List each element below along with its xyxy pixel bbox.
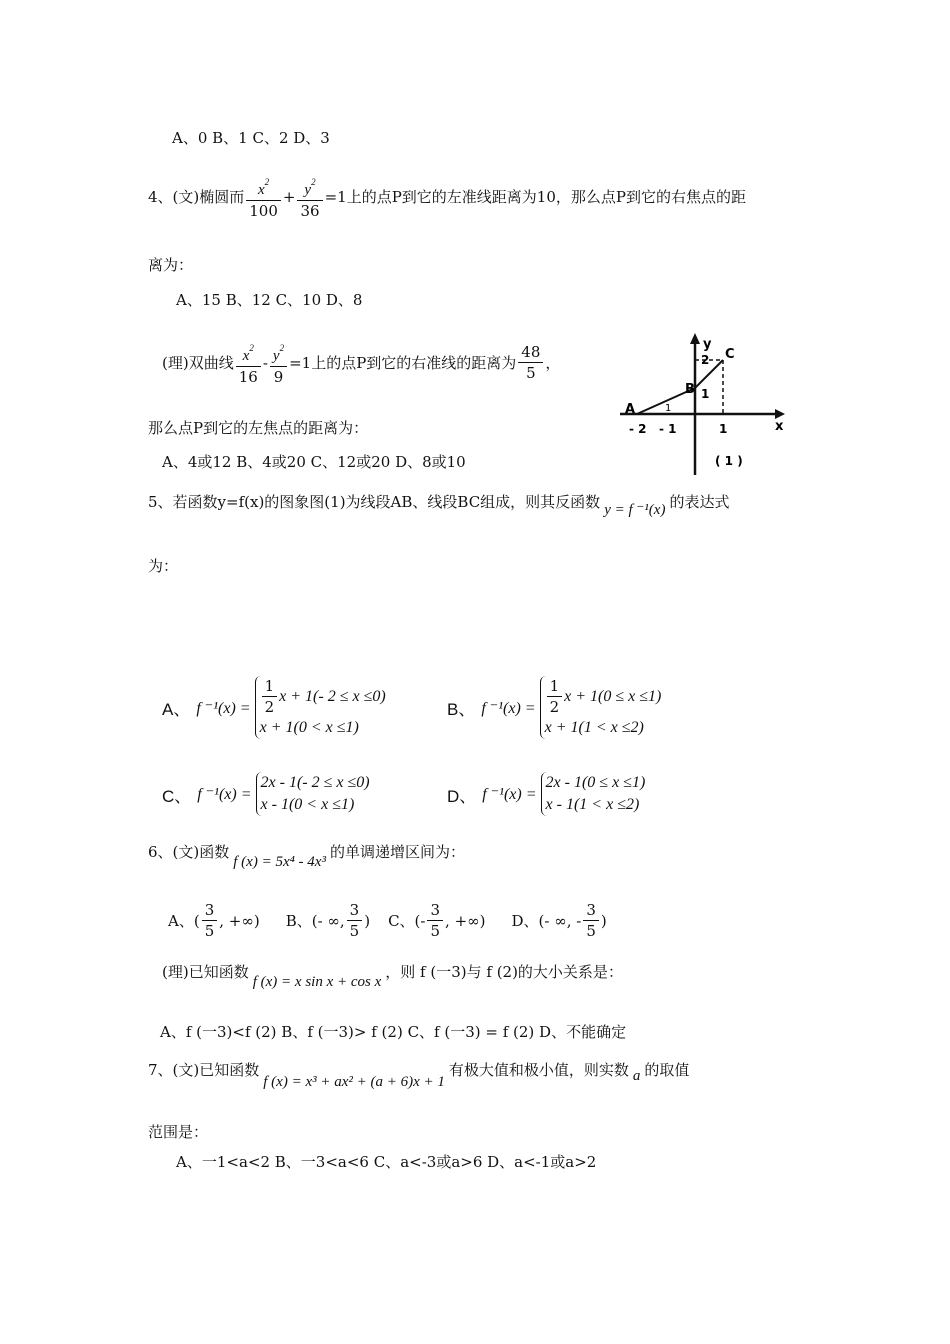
q5-option-a-brace (255, 676, 386, 739)
q6-li-line (162, 962, 623, 990)
point-c-label: C (725, 347, 735, 362)
q4-li-prefix: (理)双曲线 (162, 353, 234, 372)
tick-x1: 1 (719, 422, 728, 436)
q5-option-a-half: $\frac{1}{2}$ (262, 676, 278, 717)
q5-option-d-label: D、 (447, 786, 477, 806)
q4-li-frac-den: 5 (526, 364, 536, 382)
q5-option-b-brace (540, 676, 662, 739)
q4-frac-y-den: 36 (300, 202, 320, 220)
q5-option-c-lhs: f ⁻¹(x) = (197, 786, 252, 803)
q5-option-d (447, 772, 645, 816)
point-a-label: A (625, 402, 636, 417)
q5-option-a-row1: x + 1(- 2 ≤ x ≤0) (279, 687, 386, 705)
q5-option-d-lhs: f ⁻¹(x) = (482, 786, 537, 803)
q5-option-b-label: B、 (447, 700, 476, 719)
q5-option-d-row2: x - 1(1 < x ≤2) (545, 796, 640, 813)
q5-inverse-expr: y = f ⁻¹(x) (604, 502, 666, 518)
q4-li-frac-y-num: y (272, 348, 280, 364)
q4-text: 上的点P到它的左准线距离为10，那么点P到它的右焦点的距 (346, 187, 746, 206)
q7-text: 有极大值和极小值，则实数 (448, 1061, 629, 1079)
q4-li-text: 上的点P到它的右准线的距离为 (311, 353, 517, 372)
point-b-label: B (685, 382, 695, 397)
x-axis-label: x (775, 419, 784, 434)
q5-option-b-row1: x + 1(0 ≤ x ≤1) (564, 687, 662, 705)
q3-options: A、0 B、1 C、2 D、3 (172, 129, 330, 147)
q4-li-line: (理)双曲线 $\frac{x^2}{16}$ - $\frac{y^2}{9}$ =1 上的点P到它的右准线的距离为 $\frac{48}{5}$ ， (162, 338, 560, 387)
q6-option-a: A、( (168, 911, 200, 930)
q4-wen-line: 4、(文)椭圆而 $\frac{x^2}{100}$ + $\frac{y^2}{36}$ =1 上的点P到它的左准线距离为10，那么点P到它的右焦点的距 (148, 172, 746, 221)
q4-frac-x: $\frac{x^2}{100}$ (246, 172, 281, 221)
q6-li-text: ，则 f (一3)与 f (2)的大小关系是： (385, 963, 623, 981)
x-axis-arrow (775, 409, 785, 419)
q6-wen-options (168, 900, 607, 941)
q6-wen-expr: f (x) = 5x⁴ - 4x³ (233, 854, 326, 870)
q6-option-d: D、(- ∞, - (511, 911, 582, 930)
q5-option-c-label: C、 (162, 786, 192, 806)
q5-option-b-half: $\frac{1}{2}$ (547, 676, 563, 717)
q6-option-c-tail: , +∞) (445, 911, 486, 930)
q4-li-frac-y: $\frac{y^2}{9}$ (270, 338, 287, 387)
q5-option-c-brace (256, 772, 370, 816)
q6-option-d-frac: $\frac{3}{5}$ (583, 900, 599, 941)
q4-text-cont: 离为： (148, 256, 194, 274)
q4-frac-y-num: y (304, 182, 312, 198)
q4-li-frac-x-den: 16 (238, 368, 258, 386)
q4-li-text-cont: 那么点P到它的左焦点的距离为： (148, 419, 369, 437)
q5-option-b-lhs: f ⁻¹(x) = (481, 699, 536, 717)
q5-option-b-row2: x + 1(1 < x ≤2) (544, 719, 644, 736)
q4-wen-options: A、15 B、12 C、10 D、8 (176, 291, 363, 309)
q5-text-after: 的表达式 (669, 493, 730, 511)
q4-li-frac-x-num: x (242, 348, 250, 364)
tick-x-minus1: - 1 (659, 422, 677, 436)
q6-option-d-tail: ) (600, 911, 607, 930)
q5-option-c-row1: 2x - 1(- 2 ≤ x ≤0) (260, 774, 370, 791)
q5-option-a-row2: x + 1(0 < x ≤1) (259, 719, 359, 736)
q4-frac-y: $\frac{y^2}{36}$ (297, 172, 322, 221)
figure-caption: ( 1 ) (715, 454, 743, 468)
q6-option-b-tail: ) (364, 911, 371, 930)
q4-li-eq-one: =1 (289, 353, 312, 372)
q7-text-tail: 的取值 (644, 1061, 690, 1079)
q6-option-b: B、(- ∞, (285, 911, 345, 930)
q4-eq-one: =1 (324, 187, 347, 206)
q5-text-cont: 为： (148, 557, 179, 575)
q5-option-c-row2: x - 1(0 < x ≤1) (260, 796, 355, 813)
q6-option-b-frac: $\frac{3}{5}$ (347, 900, 363, 941)
q6-option-a-tail: , +∞) (219, 911, 260, 930)
y-axis-arrow (690, 333, 700, 344)
q6-li-expr: f (x) = x sin x + cos x (252, 974, 382, 990)
q4-li-frac-num: 48 (518, 342, 543, 363)
q4-li-options: A、4或12 B、4或20 C、12或20 D、8或10 (162, 453, 466, 471)
q6-li-prefix: (理)已知函数 (162, 963, 249, 981)
q6-option-c: C、(- (388, 911, 426, 930)
tick-x-minus2: - 2 (629, 422, 647, 436)
q4-wen-prefix: 4、(文)椭圆而 (148, 187, 245, 206)
q4-frac-x-num: x (257, 182, 265, 198)
q5-option-a-lhs: f ⁻¹(x) = (196, 699, 251, 717)
q5-line (148, 492, 730, 518)
q5-option-c (162, 772, 370, 816)
q4-frac-x-den: 100 (249, 202, 278, 220)
q5-text: 5、若函数y=f(x)的图象图(1)为线段AB、线段BC组成，则其反函数 (148, 493, 601, 511)
q5-option-a-label: A、 (162, 700, 191, 719)
q6-li-options: A、f (一3)<f (2) B、f (一3)> f (2) C、f (一3) = f (2) D、不能确定 (160, 1023, 627, 1041)
tick-small: 1 (665, 403, 672, 414)
q7-expr: f (x) = x³ + ax² + (a + 6)x + 1 (263, 1074, 445, 1090)
q6-wen-prefix: 6、(文)函数 (148, 843, 230, 861)
figure-1-graph (615, 330, 795, 480)
q6-wen-text: 的单调递增区间为： (329, 843, 465, 861)
tick-y1: 1 (701, 387, 710, 401)
tick-y2: 2 (701, 353, 710, 367)
q6-wen-line (148, 842, 465, 870)
q6-option-c-frac: $\frac{3}{5}$ (427, 900, 443, 941)
q7-options: A、一1<a<2 B、一3<a<6 C、a<-3或a>6 D、a<-1或a>2 (176, 1153, 597, 1171)
q7-var: a (632, 1068, 641, 1084)
q5-option-a (162, 676, 386, 739)
q5-option-d-brace (541, 772, 646, 816)
y-axis-label: y (703, 337, 712, 352)
q4-li-frac-dist (518, 342, 543, 383)
q6-option-a-frac: $\frac{3}{5}$ (202, 900, 218, 941)
q7-prefix: 7、(文)已知函数 (148, 1061, 260, 1079)
q7-line (148, 1060, 690, 1090)
q7-text-cont: 范围是： (148, 1123, 209, 1141)
q5-option-b (447, 676, 661, 739)
q4-li-frac-x: $\frac{x^2}{16}$ (236, 338, 261, 387)
q4-li-frac-y-den: 9 (273, 368, 284, 386)
q5-option-d-row1: 2x - 1(0 ≤ x ≤1) (545, 774, 646, 791)
